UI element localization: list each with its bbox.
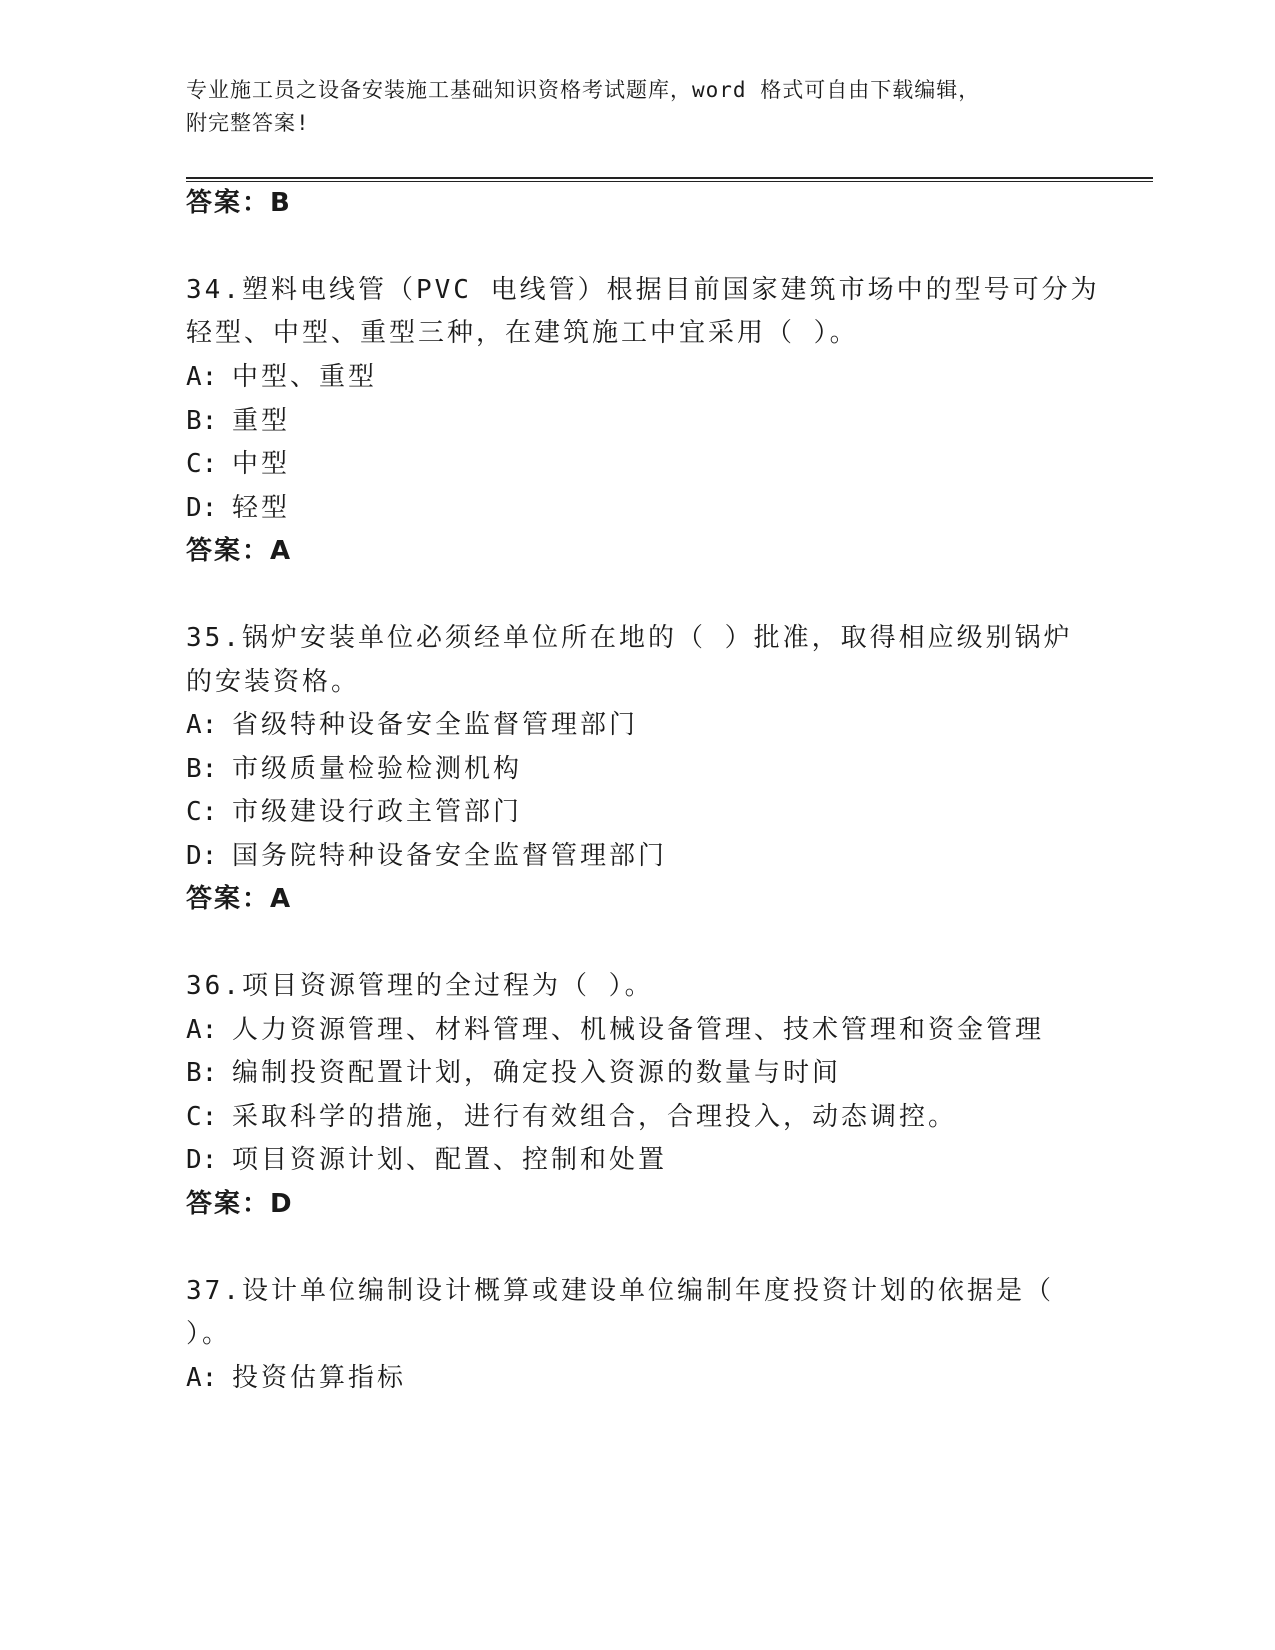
option-key: D: bbox=[186, 1145, 218, 1175]
question-36-option-a bbox=[186, 1013, 1044, 1047]
question-36-answer: 答案：D bbox=[186, 1189, 294, 1219]
question-34-line-2: 轻型、中型、重型三种，在建筑施工中宜采用（ ）。 bbox=[186, 318, 859, 348]
question-34-answer: 答案：A bbox=[186, 536, 293, 566]
option-text: 项目资源计划、配置、控制和处置 bbox=[232, 1145, 668, 1175]
question-36-option-d bbox=[186, 1143, 667, 1177]
option-text: 中型、重型 bbox=[232, 362, 378, 392]
option-text: 人力资源管理、材料管理、机械设备管理、技术管理和资金管理 bbox=[232, 1015, 1045, 1045]
question-37-option-a bbox=[186, 1361, 406, 1395]
option-key: C: bbox=[186, 797, 218, 827]
option-text: 市级建设行政主管部门 bbox=[232, 797, 523, 827]
option-key: C: bbox=[186, 1102, 218, 1132]
question-35-option-a bbox=[186, 708, 638, 742]
option-text: 国务院特种设备安全监督管理部门 bbox=[232, 841, 668, 871]
option-key: D: bbox=[186, 493, 218, 523]
question-37-line-2: ）。 bbox=[186, 1319, 232, 1349]
question-34-line-1: 34.塑料电线管（PVC 电线管）根据目前国家建筑市场中的型号可分为 bbox=[186, 275, 1100, 305]
option-key: C: bbox=[186, 449, 218, 479]
option-key: D: bbox=[186, 841, 218, 871]
option-key: A: bbox=[186, 362, 218, 392]
answer-prev: 答案：B bbox=[186, 188, 292, 218]
option-key: A: bbox=[186, 1363, 218, 1393]
question-34-option-a bbox=[186, 360, 377, 394]
question-34-option-d bbox=[186, 491, 290, 525]
option-key: B: bbox=[186, 1058, 218, 1088]
document-header bbox=[186, 74, 1086, 140]
option-text: 投资估算指标 bbox=[232, 1363, 407, 1393]
option-text: 中型 bbox=[232, 449, 291, 479]
option-key: A: bbox=[186, 710, 218, 740]
header-line-1: 专业施工员之设备安装施工基础知识资格考试题库，word 格式可自由下载编辑， bbox=[186, 78, 981, 102]
option-text: 市级质量检验检测机构 bbox=[232, 754, 523, 784]
header-divider bbox=[186, 177, 1153, 182]
option-key: B: bbox=[186, 406, 218, 436]
question-35-option-c bbox=[186, 795, 522, 829]
question-35-answer: 答案：A bbox=[186, 884, 293, 914]
question-34-option-b bbox=[186, 404, 290, 438]
option-text: 采取科学的措施，进行有效组合，合理投入，动态调控。 bbox=[232, 1102, 958, 1132]
question-36-option-c bbox=[186, 1100, 957, 1134]
question-35-line-2: 的安装资格。 bbox=[186, 667, 361, 697]
question-36-option-b bbox=[186, 1056, 841, 1090]
question-35-line-1: 35.锅炉安装单位必须经单位所在地的（ ）批准，取得相应级别锅炉 bbox=[186, 623, 1073, 653]
option-key: A: bbox=[186, 1015, 218, 1045]
question-37-line-1: 37.设计单位编制设计概算或建设单位编制年度投资计划的依据是（ bbox=[186, 1276, 1054, 1306]
question-36-line-1: 36.项目资源管理的全过程为（ ）。 bbox=[186, 971, 654, 1001]
header-line-2: 附完整答案! bbox=[186, 111, 310, 135]
question-34-option-c bbox=[186, 447, 290, 481]
question-35-option-d bbox=[186, 839, 667, 873]
question-35-option-b bbox=[186, 752, 522, 786]
option-text: 省级特种设备安全监督管理部门 bbox=[232, 710, 639, 740]
option-key: B: bbox=[186, 754, 218, 784]
option-text: 轻型 bbox=[232, 493, 291, 523]
option-text: 编制投资配置计划，确定投入资源的数量与时间 bbox=[232, 1058, 842, 1088]
option-text: 重型 bbox=[232, 406, 291, 436]
